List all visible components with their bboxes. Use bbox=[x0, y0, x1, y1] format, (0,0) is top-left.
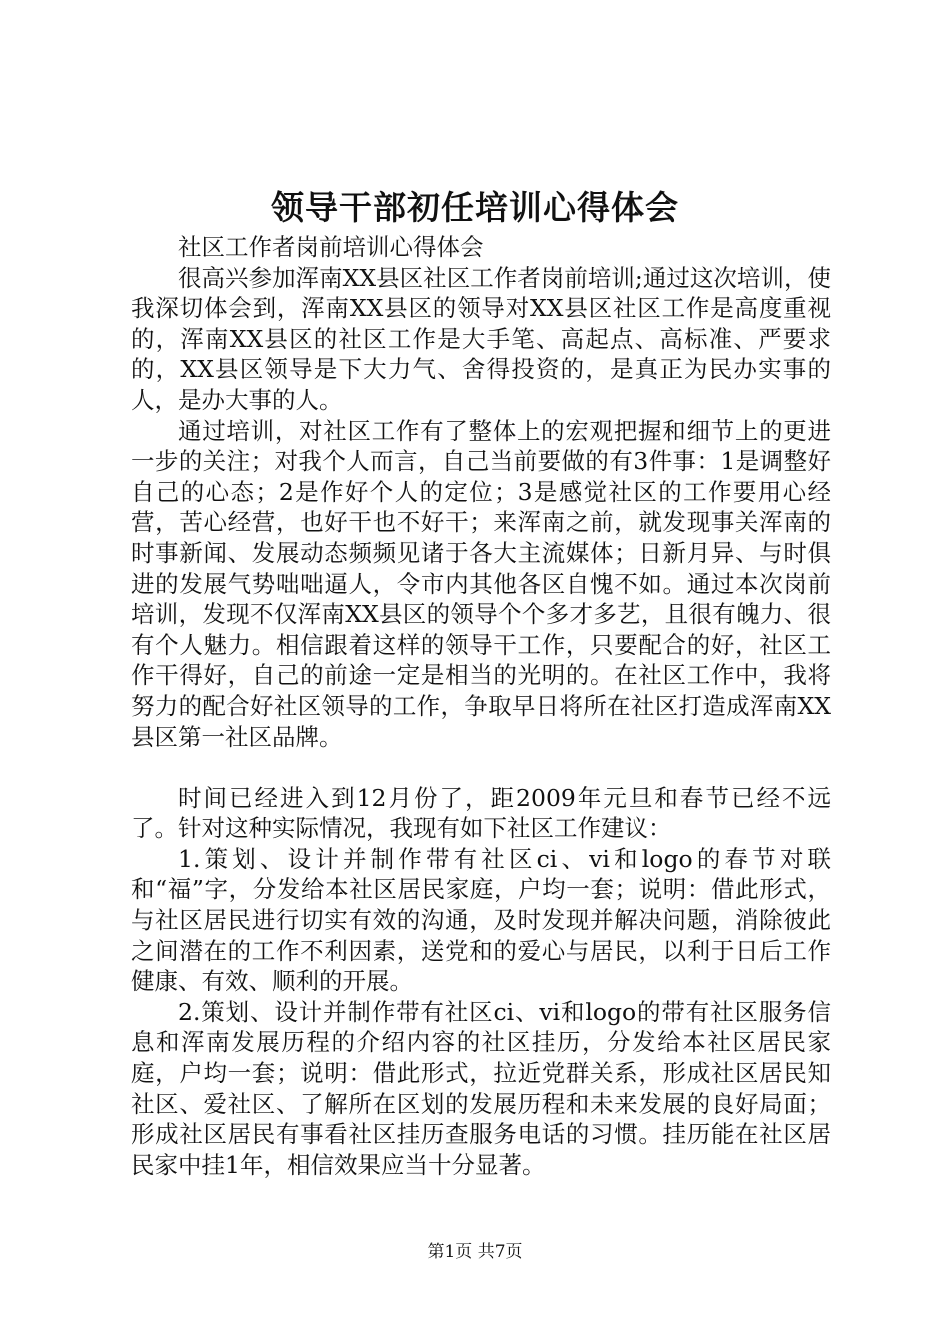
body-paragraph: 时间已经进入到12月份了，距2009年元旦和春节已经不远了。针对这种实际情况，我现有如下社区工作建议： bbox=[131, 783, 831, 843]
document-body bbox=[131, 232, 831, 1180]
suggestion-item: 1.策划、设计并制作带有社区ci、vi和logo的春节对联和“福”字，分发给本社区居民家庭，户均一套；说明：借此形式，与社区居民进行切实有效的沟通，及时发现并解决问题，消除彼此之间潜在的工作不利因素，送党和的爱心与居民，以利于日后工作健康、有效、顺利的开展。 bbox=[131, 844, 831, 996]
body-paragraph: 很高兴参加浑南XX县区社区工作者岗前培训;通过这次培训，使我深切体会到，浑南XX县区的领导对XX县区社区工作是高度重视的，浑南XX县区的社区工作是大手笔、高起点、高标准、严要求的，XX县区领导是下大力气、舍得投资的，是真正为民办实事的人，是办大事的人。 bbox=[131, 263, 831, 414]
suggestion-item: 2.策划、设计并制作带有社区ci、vi和logo的带有社区服务信息和浑南发展历程的介绍内容的社区挂历，分发给本社区居民家庭，户均一套；说明：借此形式，拉近党群关系，形成社区居民知社区、爱社区、了解所在区划的发展历程和未来发展的良好局面；形成社区居民有事看社区挂历查服务电话的习惯。挂历能在社区居民家中挂1年，相信效果应当十分显著。 bbox=[131, 997, 831, 1179]
document-title: 领导干部初任培训心得体会 bbox=[271, 188, 679, 227]
body-paragraph: 通过培训，对社区工作有了整体上的宏观把握和细节上的更进一步的关注；对我个人而言，自己当前要做的有3件事：1是调整好自己的心态；2是作好个人的定位；3是感觉社区的工作要用心经营，苦心经营，也好干也不好干；来浑南之前，就发现事关浑南的时事新闻、发展动态频频见诸于各大主流媒体；日新月异、与时俱进的发展气势咄咄逼人，令市内其他各区自愧不如。通过本次岗前培训，发现不仅浑南XX县区的领导个个多才多艺，且很有魄力、很有个人魅力。相信跟着这样的领导干工作，只要配合的好，社区工作干得好，自己的前途一定是相当的光明的。在社区工作中，我将努力的配合好社区领导的工作，争取早日将所在社区打造成浑南XX县区第一社区品牌。 bbox=[131, 416, 831, 751]
subtitle-paragraph: 社区工作者岗前培训心得体会 bbox=[178, 233, 484, 261]
page-footer: 第1页 共7页 bbox=[427, 1242, 523, 1262]
